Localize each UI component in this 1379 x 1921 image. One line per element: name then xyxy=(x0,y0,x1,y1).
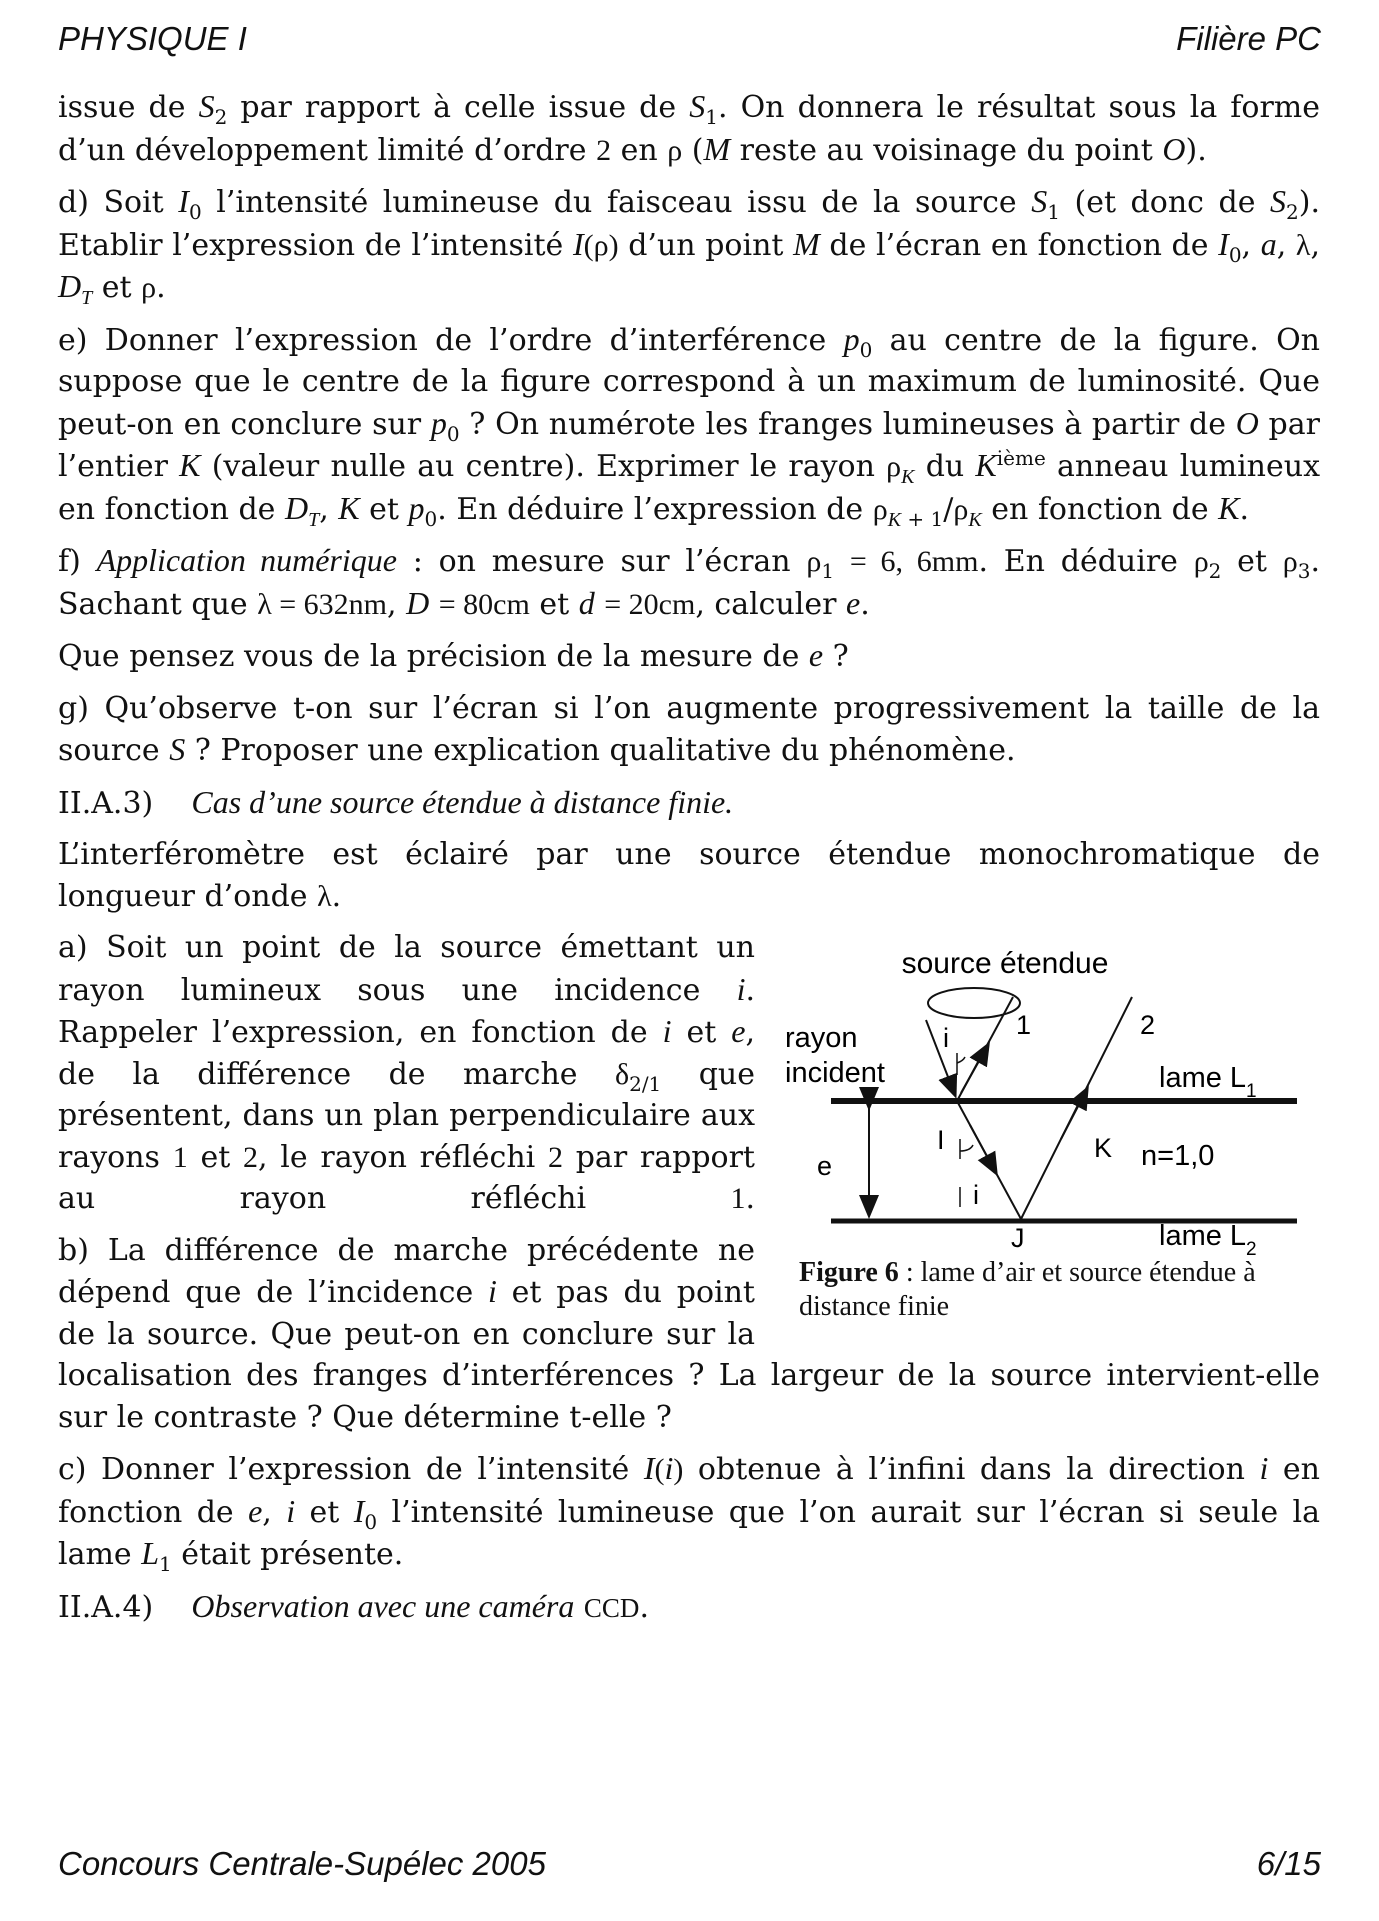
footer-contest: Concours Centrale-Supélec 2005 xyxy=(58,1845,546,1882)
question-g: g) Qu’observe t-on sur l’écran si l’on augmente progressivement la taille de la source S ? Proposer une explication qualitative du phénomène. xyxy=(58,690,1320,768)
lame-L1-label xyxy=(1159,1062,1257,1102)
rayon-label: rayon xyxy=(785,1022,858,1054)
ray-2-label: 2 xyxy=(1140,1010,1156,1040)
question-e: e) Donner l’expression de l’ordre d’interférence $p_0$ au centre de la figure. On suppose que le centre de la figure correspond à un maximum de luminosité. Que peut-on en conclure sur $p_0$ ? On numérote les franges lumineuses à partir de O par l’entier K (valeur nulle au centre). Exprimer le rayon $\rho_K$ du $K^{ième}$ anneau lumineux en fonction de $D_T$, K et $p_0$. En déduire l’expression de $\rho_{K + 1}/\rho_K$ en fonction de K. xyxy=(58,320,1320,531)
question-f: f) Application numérique : on mesure sur l’écran $\rho_1 = 6$, 6mm. En déduire $\rho_2$ et $\rho_3$. Sachant que λ = 632nm, D = 80cm et d = 20cm, calculer e. xyxy=(58,542,1321,622)
index-label: n=1,0 xyxy=(1141,1140,1215,1172)
figure-6 xyxy=(775,929,1320,1327)
question-IIA3-b: b) La différence de marche précédente ne dépend que de l’incidence i et pas du point de la source. Que peut-on en conclure sur la localisation des franges d’interférences ? La largeur de la source intervient-elle sur le contraste ? Que détermine t-elle ? xyxy=(58,1232,1320,1435)
footer-page-number: 6/15 xyxy=(1256,1845,1321,1882)
lame-L2-text: lame L xyxy=(1159,1220,1247,1252)
lame-L2-label xyxy=(1159,1220,1257,1260)
caption-bold: Figure 6 xyxy=(799,1257,899,1288)
ray-2-arrow xyxy=(1061,1089,1087,1139)
ray-1-arrow xyxy=(961,1045,988,1093)
figure-6-diagram xyxy=(775,929,1320,1260)
angle-i-top: i xyxy=(943,1023,949,1053)
section-IIA3-intro: L’interféromètre est éclairé par une source étendue monochromatique de longueur d’onde λ. xyxy=(58,837,1320,914)
section-IIA3-title: II.A.3) Cas d’une source étendue à distance finie. xyxy=(58,783,734,821)
figure-6-caption xyxy=(799,1256,1319,1324)
question-d: d) Soit $I_0$ l’intensité lumineuse du faisceau issu de la source $S_1$ (et donc de $S_2$). Etablir l’expression de l’intensité I(ρ) d’un point M de l’écran en fonction de $I_0$, a, λ, $D_T$ et ρ. xyxy=(58,183,1321,309)
paragraph-c-continued: issue de $S_2$ par rapport à celle issue de $S_1$. On donnera le résultat sous la forme d’un développement limité d’ordre 2 en ρ (M reste au voisinage du point O). xyxy=(58,88,1320,168)
point-I-label: I xyxy=(937,1125,945,1155)
header-subject: PHYSIQUE I xyxy=(58,20,247,57)
angle-arc-top xyxy=(957,1057,965,1063)
lame-L1-text: lame L xyxy=(1159,1062,1247,1094)
thickness-e-label: e xyxy=(817,1151,833,1181)
lame-L1-sub: 1 xyxy=(1246,1081,1257,1102)
incident-label: incident xyxy=(785,1057,885,1089)
page-body xyxy=(58,86,1320,1629)
ray-1-label: 1 xyxy=(1016,1010,1032,1040)
caption-text: : lame d’air et source étendue à distance finie xyxy=(799,1257,1256,1322)
point-K-label: K xyxy=(1094,1133,1113,1163)
angle-arc-bottom xyxy=(960,1145,973,1151)
extended-source-ellipse xyxy=(928,988,1020,1018)
angle-i-bottom: i xyxy=(973,1180,979,1210)
section-IIA4-title: II.A.4) Observation avec une caméra CCD. xyxy=(58,1587,649,1625)
question-f-precision: Que pensez vous de la précision de la mesure de e ? xyxy=(58,637,849,674)
point-J-label: J xyxy=(1011,1223,1025,1253)
source-label: source étendue xyxy=(901,947,1109,980)
refracted-ray-arrow xyxy=(970,1125,996,1173)
question-IIA3-a: a) Soit un point de la source émettant un rayon lumineux sous une incidence i. Rappeler l’expression, en fonction de i et e, de la différence de marche $\delta_{2/1}$ que présentent, dans un plan perpendiculaire aux rayons 1 et 2, le rayon réfléchi 2 par rapport au rayon réfléchi 1. xyxy=(58,930,755,1216)
header-track: Filière PC xyxy=(1176,20,1321,57)
question-IIA3-c: c) Donner l’expression de l’intensité I(i) obtenue à l’infini dans la direction i en fonction de e, i et $I_0$ l’intensité lumineuse que l’on aurait sur l’écran si seule la lame $L_1$ était présente. xyxy=(58,1450,1320,1576)
incident-ray xyxy=(926,1020,955,1095)
lame-L2-sub: 2 xyxy=(1246,1239,1257,1260)
